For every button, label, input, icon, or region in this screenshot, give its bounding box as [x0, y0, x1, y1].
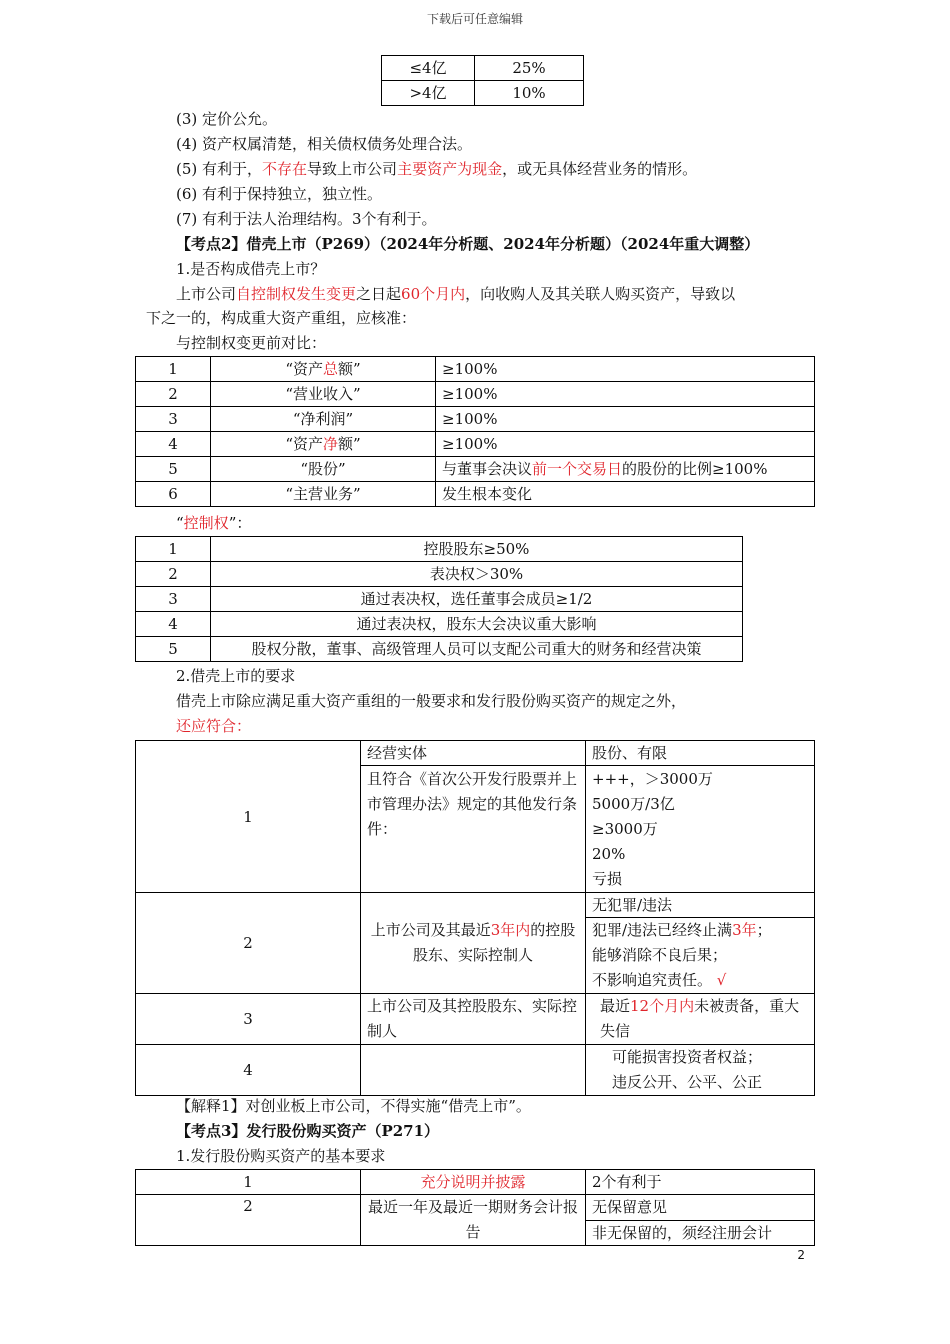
table-cell-text: 4 [136, 612, 211, 637]
item-6: (6) 有利于保持独立，独立性。 [176, 185, 383, 203]
table-cell-text: 自控制权发生变更 [236, 285, 357, 303]
control-label [176, 512, 251, 534]
table-cell-text: 最近 [600, 997, 631, 1015]
table-cell-text: 4 [136, 1045, 361, 1096]
table-cell-text: 2个有利于 [586, 1170, 815, 1195]
page-header: 下载后可任意编辑 [426, 12, 523, 26]
table-cell-text: √ [716, 971, 727, 989]
table-cell-text: 控制权 [183, 514, 229, 532]
cell: >4亿 [382, 81, 475, 106]
item-7: (7) 有利于法人治理结构。3个有利于。 [176, 210, 437, 228]
table-cell-text: ，向收购人及其关联人购买资产，导致以 [465, 285, 736, 303]
item-5 [176, 158, 697, 180]
table-cell-text: 且符合《首次公开发行股票并上市管理办法》规定的其他发行条件： [361, 766, 586, 893]
table-cell [211, 357, 436, 382]
comparison-table [135, 356, 815, 507]
table-cell-text: 前一个交易日 [532, 460, 623, 478]
table-cell-text: 通过表决权，选任董事会成员≥1/2 [211, 587, 743, 612]
table-cell-text: 4 [136, 432, 211, 457]
control-table [135, 536, 743, 662]
table-cell-text: 的控股股东、实际控制人 [412, 921, 576, 964]
table-cell-text: 总 [322, 360, 338, 378]
section-title-kd3: 【考点3】发行股份购买资产（P271） [176, 1122, 440, 1140]
req-para-1: 借壳上市除应满足重大资产重组的一般要求和发行股份购买资产的规定之外， [176, 692, 687, 710]
table-cell-text: 非无保留的，须经注册会计 [586, 1220, 815, 1246]
table-cell-text: “净利润” [211, 407, 436, 432]
table-cell-text: 6 [136, 482, 211, 507]
table-cell-text: 5 [136, 637, 211, 662]
table-cell-text: 表决权＞30% [211, 562, 743, 587]
table-cell-text: “ [176, 514, 184, 532]
table-cell [586, 766, 815, 893]
table-cell-text: 无保留意见 [586, 1195, 815, 1221]
table-cell [586, 994, 815, 1045]
table-cell-text: 上市公司 [176, 285, 237, 303]
threshold-table [381, 55, 584, 106]
table-cell-text: 通过表决权，股东大会决议重大影响 [211, 612, 743, 637]
table-cell-text: 违反公开、公平、公正 [612, 1073, 763, 1091]
table-cell [361, 893, 586, 994]
table-cell [586, 1045, 815, 1096]
explain-1: 【解释1】对创业板上市公司，不得实施“借壳上市”。 [176, 1097, 531, 1115]
table-cell-text: 能够消除不良后果； [592, 946, 728, 964]
table-cell-text: ； [756, 921, 772, 939]
table-cell [361, 1045, 586, 1096]
table-cell-text: 最近一年及最近一期财务会计报告 [361, 1195, 586, 1246]
table-cell-text: 60个月内 [401, 285, 466, 303]
table-cell-text: 上市公司及其最近 [370, 921, 491, 939]
cell: 25% [475, 56, 584, 81]
table-cell-text: 发生根本变化 [436, 482, 815, 507]
table-cell-text: ≥100% [436, 382, 815, 407]
table-cell-text: 不存在 [262, 160, 308, 178]
table-cell-text: ，或无具体经营业务的情形。 [502, 160, 698, 178]
table-cell-text: ≥100% [436, 407, 815, 432]
table-cell-text: 2 [136, 562, 211, 587]
table-cell-text: 1 [136, 537, 211, 562]
table-cell-text: 亏损 [592, 870, 623, 888]
table-cell-text: 1 [136, 741, 361, 893]
table-cell-text: 导致上市公司 [307, 160, 398, 178]
table-cell-text: 不影响追究责任。 [592, 971, 713, 989]
table-cell-text: 控股股东≥50% [211, 537, 743, 562]
table-cell [586, 918, 815, 994]
table-cell-text: 与董事会决议 [442, 460, 533, 478]
req-title: 2.借壳上市的要求 [176, 667, 296, 685]
table-cell-text: 净 [322, 435, 338, 453]
item-3: (3) 定价公允。 [176, 110, 278, 128]
table-cell-text: 5000万/3亿 [592, 795, 675, 813]
table-cell-text: “资产 [285, 360, 323, 378]
table-cell-text: 2 [136, 382, 211, 407]
table-cell-text: 经营实体 [361, 741, 586, 766]
item-4: (4) 资产权属清楚，相关债权债务处理合法。 [176, 135, 473, 153]
table-cell [436, 457, 815, 482]
req-para-2: 还应符合： [176, 717, 252, 735]
table-cell-text: 3 [136, 587, 211, 612]
table-cell-text: 3年 [732, 921, 757, 939]
table-cell-text: 额” [338, 435, 361, 453]
table-cell-text: 股份、有限 [586, 741, 815, 766]
table-cell-text: 未被责备，重大失信 [600, 997, 800, 1040]
table-cell-text: 可能损害投资者权益； [612, 1048, 763, 1066]
table-cell-text: 3年内 [490, 921, 531, 939]
cell: 10% [475, 81, 584, 106]
page-number: 2 [797, 1248, 805, 1262]
para-3: 与控制权变更前对比： [176, 334, 327, 352]
table-cell-text: ≥3000万 [592, 820, 658, 838]
table-cell-text: ”： [228, 514, 252, 532]
table-cell-text: 12个月内 [630, 997, 695, 1015]
table-cell-text: 3 [136, 407, 211, 432]
table-cell-text: ≥100% [436, 357, 815, 382]
section-title-kd2: 【考点2】借壳上市（P269）（2024年分析题、2024年分析题）（2024年重大调整） [176, 235, 760, 253]
table-cell-text: +++，＞3000万 [592, 770, 713, 788]
table-cell-text: 20% [592, 845, 626, 863]
kd3-question-1: 1.发行股份购买资产的基本要求 [176, 1147, 386, 1165]
para-2: 下之一的，构成重大资产重组，应核准： [146, 309, 417, 327]
para-1 [176, 283, 735, 305]
table-cell-text: “主营业务” [211, 482, 436, 507]
table-cell-text: 2 [136, 893, 361, 994]
table-cell-text: 1 [136, 357, 211, 382]
kd3-table [135, 1169, 815, 1246]
table-cell-text: 充分说明并披露 [361, 1170, 586, 1195]
table-cell-text: “资产 [285, 435, 323, 453]
question-1: 1.是否构成借壳上市？ [176, 260, 326, 278]
table-cell-text: (5) 有利于， [176, 160, 263, 178]
table-cell-text: 之日起 [356, 285, 402, 303]
table-cell-text: 2 [136, 1195, 361, 1246]
table-cell-text: 上市公司及其控股股东、实际控制人 [361, 994, 586, 1045]
table-cell-text: 额” [338, 360, 361, 378]
table-cell-text: 无犯罪/违法 [586, 893, 815, 918]
table-cell-text: 3 [136, 994, 361, 1045]
table-cell-text: 5 [136, 457, 211, 482]
table-cell-text: 的股份的比例≥100% [622, 460, 768, 478]
table-cell-text: ≥100% [436, 432, 815, 457]
table-cell-text: 股权分散，董事、高级管理人员可以支配公司重大的财务和经营决策 [211, 637, 743, 662]
table-cell-text: 犯罪/违法已经终止满 [592, 921, 733, 939]
cell: ≤4亿 [382, 56, 475, 81]
table-cell [211, 432, 436, 457]
table-cell-text: “营业收入” [211, 382, 436, 407]
requirements-table [135, 740, 815, 1096]
table-cell-text: 1 [136, 1170, 361, 1195]
table-cell-text: “股份” [211, 457, 436, 482]
table-cell-text: 主要资产为现金 [397, 160, 503, 178]
